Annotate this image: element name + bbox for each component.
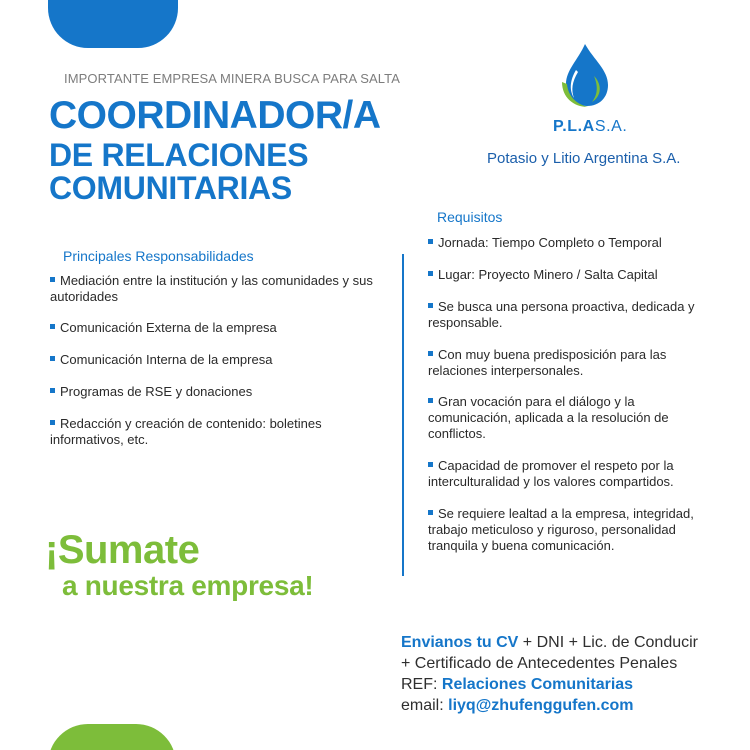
responsibility-item: [50, 416, 322, 448]
item-line: interculturalidad y los valores compartidos.: [428, 474, 674, 489]
slogan-subline: a nuestra empresa!: [62, 570, 314, 601]
ref-value: Relaciones Comunitarias: [441, 676, 634, 693]
bottom-decorative-shape: [48, 724, 176, 750]
requirement-item: [428, 458, 674, 490]
contact-line-email: [401, 695, 698, 716]
slogan-headline: ¡Sumate: [45, 528, 200, 572]
bullet-square-icon: [428, 510, 433, 515]
item-line: Se requiere lealtad a la empresa, integridad,: [438, 506, 694, 521]
email-link[interactable]: liyq@zhufenggufen.com: [448, 697, 634, 714]
column-divider: [402, 254, 404, 576]
contact-line-certificate: + Certificado de Antecedentes Penales: [401, 655, 678, 672]
bullet-square-icon: [428, 239, 433, 244]
cv-label: Envianos tu CV: [401, 634, 519, 651]
water-drop-icon: [548, 42, 622, 108]
bullet-square-icon: [428, 462, 433, 467]
item-line: responsable.: [428, 315, 503, 330]
item-line: Se busca una persona proactiva, dedicada y: [438, 299, 695, 314]
kicker-text: IMPORTANTE EMPRESA MINERA BUSCA PARA SALTA: [64, 71, 401, 86]
job-title-subline: [49, 139, 308, 206]
requirement-item: [428, 235, 662, 251]
requirement-item: [428, 267, 658, 283]
bullet-square-icon: [428, 398, 433, 403]
top-decorative-shape: [48, 0, 178, 48]
bullet-square-icon: [428, 303, 433, 308]
requirement-item: [428, 394, 669, 442]
contact-line-cv: [401, 632, 698, 653]
responsibility-item: [50, 352, 272, 368]
bullet-square-icon: [50, 356, 55, 361]
requirement-item: [428, 347, 666, 379]
logo-initials: P.L.A: [553, 118, 595, 135]
item-line: Lugar: Proyecto Minero / Salta Capital: [438, 267, 658, 282]
item-line: conflictos.: [428, 426, 486, 441]
requirement-item: [428, 299, 695, 331]
item-line: informativos, etc.: [50, 432, 149, 447]
logo-suffix: S.A.: [594, 118, 628, 135]
company-name: Potasio y Litio Argentina S.A.: [487, 150, 681, 167]
item-line: Con muy buena predisposición para las: [438, 347, 667, 362]
item-line: comunicación, aplicada a la resolución de: [428, 410, 669, 425]
contact-block: [401, 632, 698, 716]
item-line: tranquila y buena comunicación.: [428, 538, 615, 553]
responsibility-item: [50, 320, 277, 336]
item-line: Programas de RSE y donaciones: [60, 384, 253, 399]
bullet-square-icon: [50, 420, 55, 425]
item-line: relaciones interpersonales.: [428, 363, 584, 378]
item-line: Jornada: Tiempo Completo o Temporal: [438, 235, 662, 250]
responsibility-item: [50, 273, 373, 305]
ref-label: REF:: [401, 676, 442, 693]
cv-requirements: + DNI + Lic. de Conducir: [518, 634, 698, 651]
item-line: Comunicación Externa de la empresa: [60, 320, 277, 335]
item-line: Mediación entre la institución y las comunidades y sus: [60, 273, 373, 288]
logo-wordmark: [553, 118, 627, 136]
contact-line-ref: [401, 674, 698, 695]
job-title: COORDINADOR/A: [49, 94, 381, 137]
responsibilities-heading: Principales Responsabilidades: [63, 248, 254, 264]
item-line: autoridades: [50, 289, 118, 304]
item-line: Redacción y creación de contenido: boletines: [60, 416, 322, 431]
item-line: Capacidad de promover el respeto por la: [438, 458, 674, 473]
email-label: email:: [401, 697, 449, 714]
bullet-square-icon: [50, 277, 55, 282]
item-line: Gran vocación para el diálogo y la: [438, 394, 635, 409]
requirement-item: [428, 506, 694, 554]
job-title-line-2: DE RELACIONES: [49, 137, 309, 173]
job-title-line-3: COMUNITARIAS: [49, 170, 292, 207]
bullet-square-icon: [50, 324, 55, 329]
item-line: trabajo meticuloso y riguroso, personalidad: [428, 522, 676, 537]
requirements-heading: Requisitos: [437, 209, 503, 225]
responsibility-item: [50, 384, 252, 400]
bullet-square-icon: [428, 271, 433, 276]
bullet-square-icon: [428, 351, 433, 356]
item-line: Comunicación Interna de la empresa: [60, 352, 273, 367]
bullet-square-icon: [50, 388, 55, 393]
